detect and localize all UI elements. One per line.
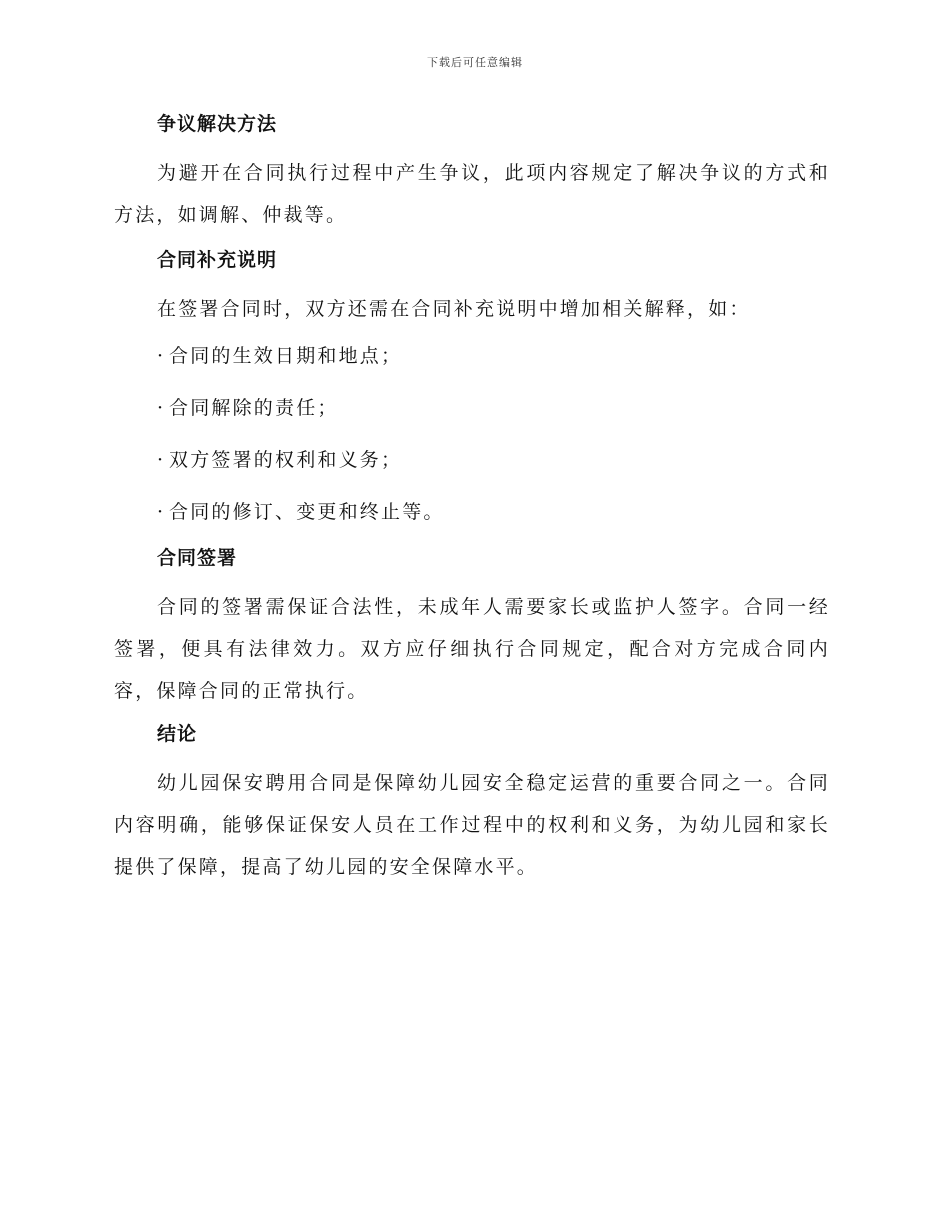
bullet-icon: · bbox=[157, 397, 166, 419]
list-item bbox=[114, 498, 830, 526]
section-paragraph-supplementary-notes: 在签署合同时，双方还需在合同补充说明中增加相关解释，如： bbox=[157, 298, 751, 320]
list-item bbox=[114, 394, 830, 422]
section-heading-dispute-resolution: 争议解决方法 bbox=[157, 113, 278, 135]
bullet-icon: · bbox=[157, 345, 166, 367]
section-heading-conclusion: 结论 bbox=[157, 723, 198, 745]
section-heading-contract-signing: 合同签署 bbox=[157, 547, 238, 569]
list-item bbox=[114, 446, 830, 474]
section-paragraph-conclusion: 幼儿园保安聘用合同是保障幼儿园安全稳定运营的重要合同之一。合同内容明确，能够保证保安人员在工作过程中的权利和义务，为幼儿园和家长提供了保障，提高了幼儿园的安全保障水平。 bbox=[114, 772, 830, 878]
list-item-text: 双方签署的权利和义务； bbox=[169, 449, 403, 471]
list-item-text: 合同的生效日期和地点； bbox=[169, 345, 403, 367]
bullet-icon: · bbox=[157, 501, 166, 523]
page-header: 下载后可任意编辑 bbox=[427, 56, 523, 69]
section-heading-supplementary-notes: 合同补充说明 bbox=[157, 249, 278, 271]
list-item-text: 合同的修订、变更和终止等。 bbox=[169, 501, 445, 523]
bullet-icon: · bbox=[157, 449, 166, 471]
list-item-text: 合同解除的责任； bbox=[169, 397, 339, 419]
section-paragraph-dispute-resolution: 为避开在合同执行过程中产生争议，此项内容规定了解决争议的方式和方法，如调解、仲裁等。 bbox=[114, 162, 830, 226]
list-item bbox=[114, 342, 830, 370]
section-paragraph-contract-signing: 合同的签署需保证合法性，未成年人需要家长或监护人签字。合同一经签署，便具有法律效力。双方应仔细执行合同规定，配合对方完成合同内容，保障合同的正常执行。 bbox=[114, 596, 830, 702]
document-body bbox=[114, 108, 830, 894]
